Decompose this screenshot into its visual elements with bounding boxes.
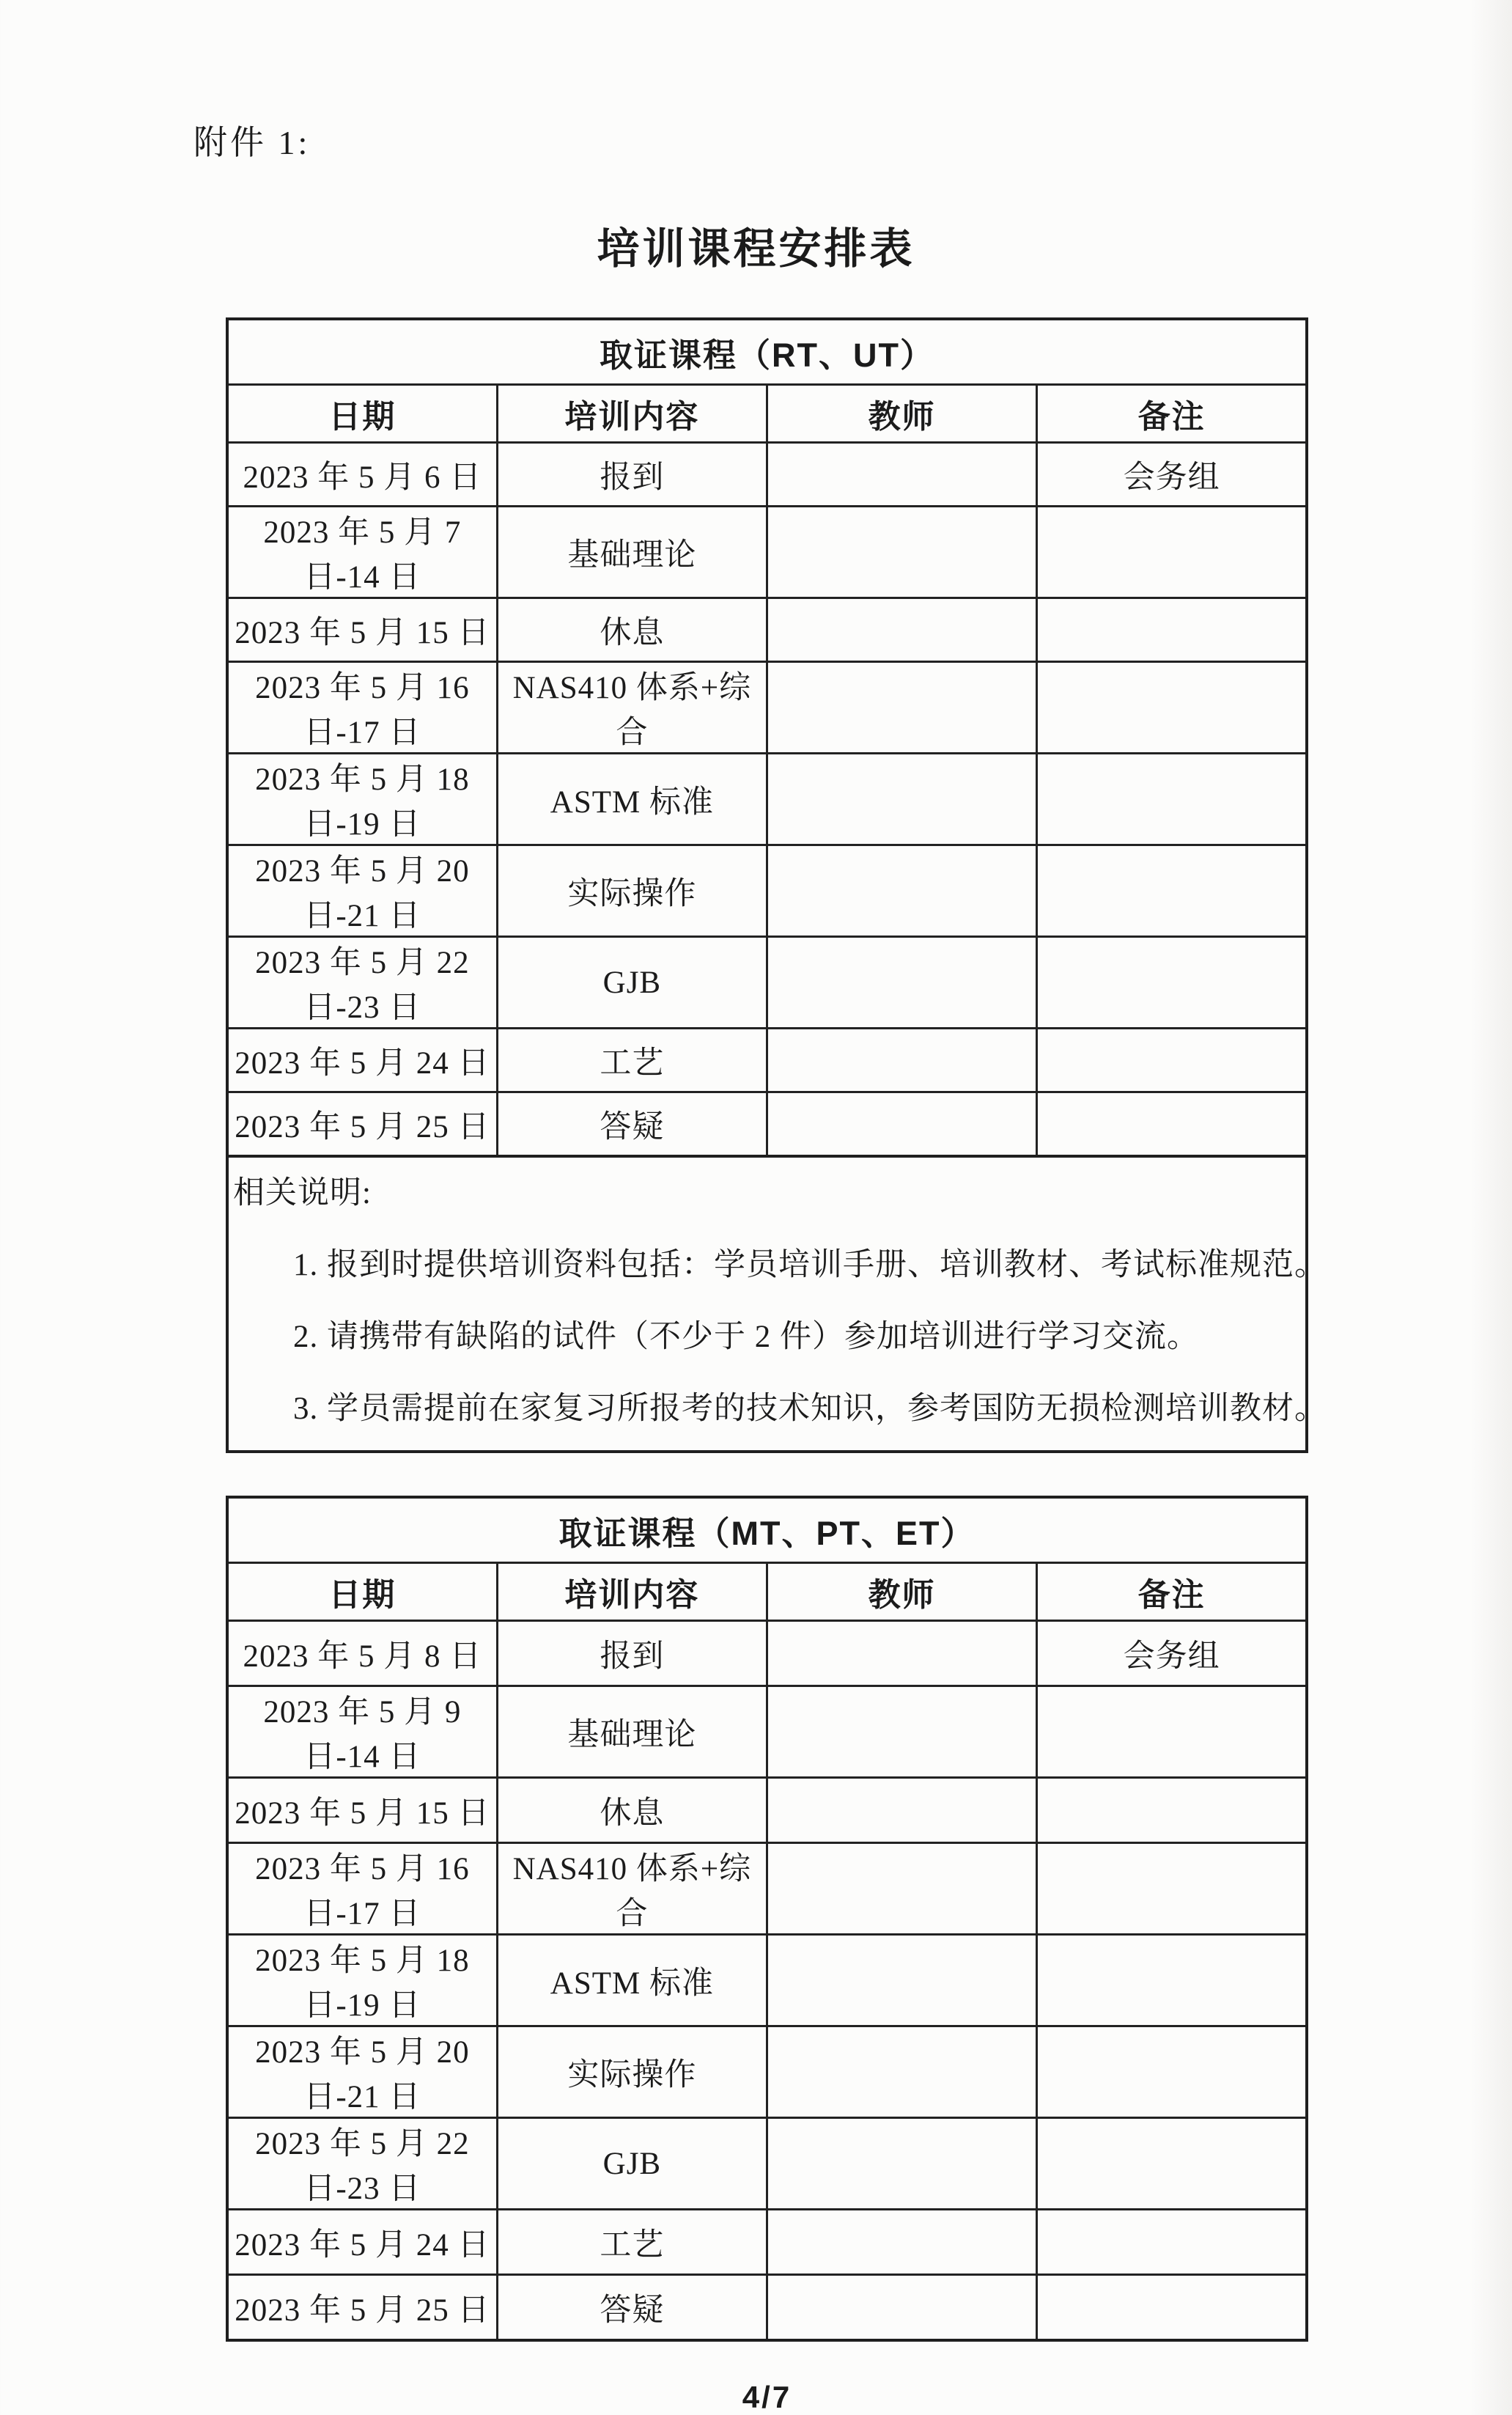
table-row — [227, 1778, 1307, 1843]
cell-note — [1037, 1843, 1307, 1935]
cell-date: 2023 年 5 月 16 日-17 日 — [227, 662, 497, 754]
table-row — [227, 937, 1307, 1029]
cell-teacher — [767, 1621, 1037, 1686]
cell-date: 2023 年 5 月 22 日-23 日 — [227, 937, 497, 1029]
column-header-3: 备注 — [1037, 1563, 1307, 1621]
cell-note — [1037, 1778, 1307, 1843]
cell-note — [1037, 1092, 1307, 1157]
cell-teacher — [767, 1092, 1037, 1157]
cell-date: 2023 年 5 月 20 日-21 日 — [227, 2026, 497, 2118]
table-header-row — [227, 385, 1307, 443]
table-row — [227, 2026, 1307, 2118]
cell-teacher — [767, 662, 1037, 754]
notes-title: 相关说明: — [233, 1176, 372, 1210]
cell-teacher — [767, 1935, 1037, 2026]
note-item: 2. 请携带有缺陷的试件（不少于 2 件）参加培训进行学习交流。 — [293, 1320, 1199, 1354]
cell-content: 答疑 — [497, 1092, 767, 1157]
cell-teacher — [767, 2026, 1037, 2118]
cell-date: 2023 年 5 月 22 日-23 日 — [227, 2118, 497, 2210]
table-title: 取证课程（MT、PT、ET） — [227, 1497, 1307, 1563]
table-row — [227, 662, 1307, 754]
table-row — [227, 845, 1307, 937]
cell-date: 2023 年 5 月 18 日-19 日 — [227, 754, 497, 845]
column-header-1: 培训内容 — [497, 1563, 767, 1621]
cell-teacher — [767, 1843, 1037, 1935]
page-content — [226, 317, 1327, 2415]
page-number: 4/7 — [742, 2380, 792, 2414]
cell-date: 2023 年 5 月 15 日 — [227, 1778, 497, 1843]
table-row — [227, 1621, 1307, 1686]
column-header-0: 日期 — [227, 385, 497, 443]
cell-note — [1037, 845, 1307, 937]
cell-date: 2023 年 5 月 15 日 — [227, 598, 497, 662]
cell-content: 基础理论 — [497, 507, 767, 598]
cell-date: 2023 年 5 月 25 日 — [227, 2275, 497, 2341]
cell-teacher — [767, 2275, 1037, 2341]
cell-content: NAS410 体系+综合 — [497, 662, 767, 754]
cell-date: 2023 年 5 月 18 日-19 日 — [227, 1935, 497, 2026]
cell-date: 2023 年 5 月 7 日-14 日 — [227, 507, 497, 598]
cell-date: 2023 年 5 月 8 日 — [227, 1621, 497, 1686]
table-row — [227, 1092, 1307, 1157]
table-row — [227, 598, 1307, 662]
cell-content: ASTM 标准 — [497, 754, 767, 845]
cell-content: 报到 — [497, 1621, 767, 1686]
cell-teacher — [767, 2210, 1037, 2275]
table-row — [227, 2275, 1307, 2341]
cell-content: ASTM 标准 — [497, 1935, 767, 2026]
cell-note: 会务组 — [1037, 443, 1307, 507]
cell-note — [1037, 2275, 1307, 2341]
cell-content: 休息 — [497, 598, 767, 662]
cell-teacher — [767, 845, 1037, 937]
page-title: 培训课程安排表 — [597, 225, 915, 273]
cell-content: 实际操作 — [497, 2026, 767, 2118]
cell-date: 2023 年 5 月 9 日-14 日 — [227, 1686, 497, 1778]
related-notes-box — [226, 1158, 1327, 1453]
attachment-label: 附件 1: — [193, 124, 311, 161]
cell-date: 2023 年 5 月 24 日 — [227, 1029, 497, 1092]
cell-note — [1037, 2026, 1307, 2118]
table-row — [227, 2210, 1307, 2275]
cell-content: 实际操作 — [497, 845, 767, 937]
table-title-row — [227, 319, 1307, 385]
cell-note: 会务组 — [1037, 1621, 1307, 1686]
cell-teacher — [767, 2118, 1037, 2210]
cell-note — [1037, 662, 1307, 754]
cell-teacher — [767, 443, 1037, 507]
column-header-1: 培训内容 — [497, 385, 767, 443]
cell-teacher — [767, 937, 1037, 1029]
table-row — [227, 443, 1307, 507]
cell-date: 2023 年 5 月 24 日 — [227, 2210, 497, 2275]
cell-date: 2023 年 5 月 25 日 — [227, 1092, 497, 1157]
cell-content: 休息 — [497, 1778, 767, 1843]
cell-content: 基础理论 — [497, 1686, 767, 1778]
notes-list — [233, 1240, 1327, 1428]
table-row — [227, 1843, 1307, 1935]
cell-teacher — [767, 507, 1037, 598]
table-row — [227, 1935, 1307, 2026]
cell-note — [1037, 754, 1307, 845]
table-row — [227, 754, 1307, 845]
cell-content: 答疑 — [497, 2275, 767, 2341]
table-row — [227, 2118, 1307, 2210]
cell-note — [1037, 507, 1307, 598]
course-table-mt-pt-et — [226, 1496, 1308, 2342]
cell-content: 工艺 — [497, 2210, 767, 2275]
table-row — [227, 1686, 1307, 1778]
cell-note — [1037, 937, 1307, 1029]
cell-note — [1037, 1935, 1307, 2026]
table-row — [227, 507, 1307, 598]
cell-content: GJB — [497, 937, 767, 1029]
note-item: 1. 报到时提供培训资料包括：学员培训手册、培训教材、考试标准规范。 — [293, 1248, 1327, 1282]
note-item: 3. 学员需提前在家复习所报考的技术知识，参考国防无损检测培训教材。 — [293, 1392, 1327, 1426]
cell-note — [1037, 2118, 1307, 2210]
cell-teacher — [767, 1686, 1037, 1778]
cell-date: 2023 年 5 月 16 日-17 日 — [227, 1843, 497, 1935]
cell-date: 2023 年 5 月 20 日-21 日 — [227, 845, 497, 937]
table-title-row — [227, 1497, 1307, 1563]
cell-content: GJB — [497, 2118, 767, 2210]
second-table-wrap — [226, 1496, 1308, 2342]
cell-note — [1037, 2210, 1307, 2275]
column-header-2: 教师 — [767, 385, 1037, 443]
table-row — [227, 1029, 1307, 1092]
column-header-0: 日期 — [227, 1563, 497, 1621]
cell-date: 2023 年 5 月 6 日 — [227, 443, 497, 507]
cell-content: 报到 — [497, 443, 767, 507]
table-title: 取证课程（RT、UT） — [227, 319, 1307, 385]
column-header-2: 教师 — [767, 1563, 1037, 1621]
cell-teacher — [767, 754, 1037, 845]
cell-content: 工艺 — [497, 1029, 767, 1092]
cell-content: NAS410 体系+综合 — [497, 1843, 767, 1935]
cell-note — [1037, 598, 1307, 662]
column-header-3: 备注 — [1037, 385, 1307, 443]
course-table-rt-ut — [226, 317, 1308, 1158]
cell-teacher — [767, 1778, 1037, 1843]
cell-teacher — [767, 1029, 1037, 1092]
table-header-row — [227, 1563, 1307, 1621]
cell-teacher — [767, 598, 1037, 662]
cell-note — [1037, 1686, 1307, 1778]
cell-note — [1037, 1029, 1307, 1092]
